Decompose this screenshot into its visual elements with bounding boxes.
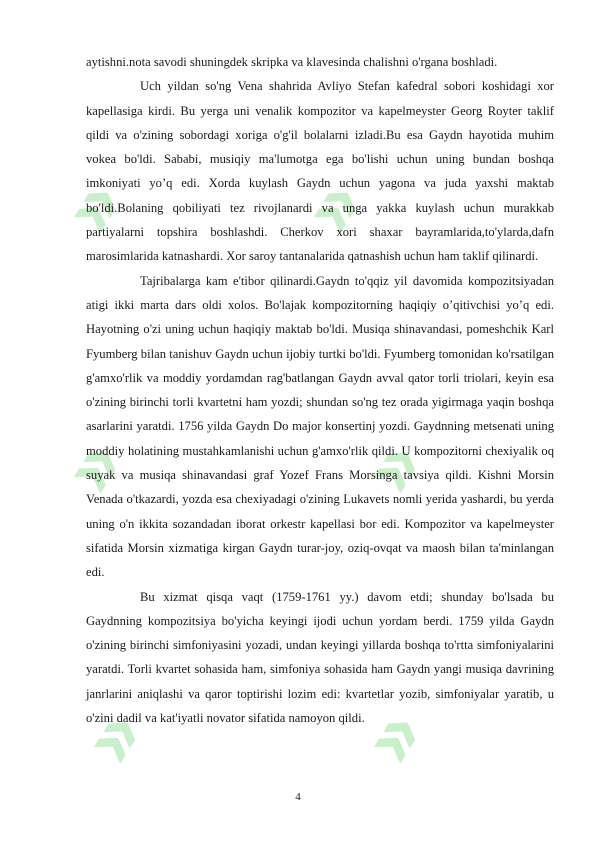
page-number: 4 bbox=[295, 791, 301, 803]
paragraph: Tajribalarga kam e'tibor qilinardi.Gaydn to'qqiz yil davomida kompozitsiyadan atigi ikki marta dars oldi xolos. Bo'lajak kompozitorning haqiqiy o’qitivchisi yo’q edi. Hayotning o'zi uning uchun haqiqiy maktab bo'ldi. Musiqa shinavandasi, pomeshchik Karl Fyumberg bilan tanishuv Gaydn uchun ijobiy turtki bo'ldi. Fyumberg tomonidan ko'rsatilgan g'amxo'rlik va moddiy yordamdan rag'batlangan Gaydn avval qator torli triolari, keyin esa o'zining birinchi torli kvartetni ham yozdi; shundan so'ng tez orada yigirmaga yaqin boshqa asarlarini yaratdi. 1756 yilda Gaydn Do major konsertinj yozdi. Gaydnning metsenati uning moddiy holatining mustahkamlanishi uchun g'amxo'rlik qildi. U kompozitorni chexiyalik oq suyak va musiqa shinavandasi graf Yozef Frans Morsinga tavsiya qildi. Kishni Morsin Venada o'tkazardi, yozda esa chexiyadagi o'zining Lukavets nomli yerida yashardi, bu yerda uning o'n ikkita sozandadan iborat orkestr kapellasi bor edi. Kompozitor va kapelmeyster sifatida Morsin xizmatiga kirgan Gaydn turar-joy, oziq-ovqat va maosh bilan ta'minlangan edi. bbox=[86, 273, 554, 580]
paragraph: aytishni.nota savodi shuningdek skripka va klavesinda chalishni o'rgana boshladi. bbox=[86, 55, 498, 69]
paragraph: Bu xizmat qisqa vaqt (1759-1761 yy.) davom etdi; shunday bo'lsada bu Gaydnning kompozitsiya bo'yicha keyingi ijodi uchun yordam berdi. 1759 yilda Gaydn o'zining birinchi simfoniyasini yozadi, undan keyingi yillarda boshqa to'rtta simfoniyalarini yaratdi. Torli kvartet sohasida ham, simfoniya sohasida ham Gaydn yangi musiqa davrining janrlarini aniqlashi va qaror toptirishi lozim edi: kvartetlar yozib, simfoniyalar yaratib, u o'zini dadil va kat'iyatli novator sifatida namoyon qildi. bbox=[86, 589, 554, 726]
watermark-mark: » bbox=[42, 423, 142, 509]
watermark-mark: » bbox=[282, 163, 382, 249]
watermark-mark: » bbox=[342, 693, 442, 779]
document-body bbox=[86, 50, 554, 730]
watermark-mark: » bbox=[342, 423, 442, 509]
paragraph: Uch yildan so'ng Vena shahrida Avliyo Stefan kafedral sobori koshidagi xor kapellasiga kirdi. Bu yerga uni venalik kompozitor va kapelmeyster Georg Royter taklif qildi va o'zining sobordagi xoriga o'g'il bolalarni izladi.Bu esa Gaydn hayotida muhim vokea bo'ldi. Sababi, musiqiy ma'lumotga ega bo'lishi uchun uning bundan boshqa imkoniyati yo’q edi. Xorda kuylash Gaydn uchun yagona va juda yaxshi maktab bo'ldi.Bolaning qobiliyati tez rivojlanardi va unga yakka kuylash uchun murakkab partiyalarni topshira boshlashdi. Cherkov xori shaxar bayramlarida,to'ylarda,dafn marosimlarida katnashardi. Xor saroy tantanalarida qatnashish uchun ham taklif qilinardi. bbox=[86, 79, 554, 264]
watermark-mark: » bbox=[42, 163, 142, 249]
watermark-mark: » bbox=[62, 693, 162, 779]
